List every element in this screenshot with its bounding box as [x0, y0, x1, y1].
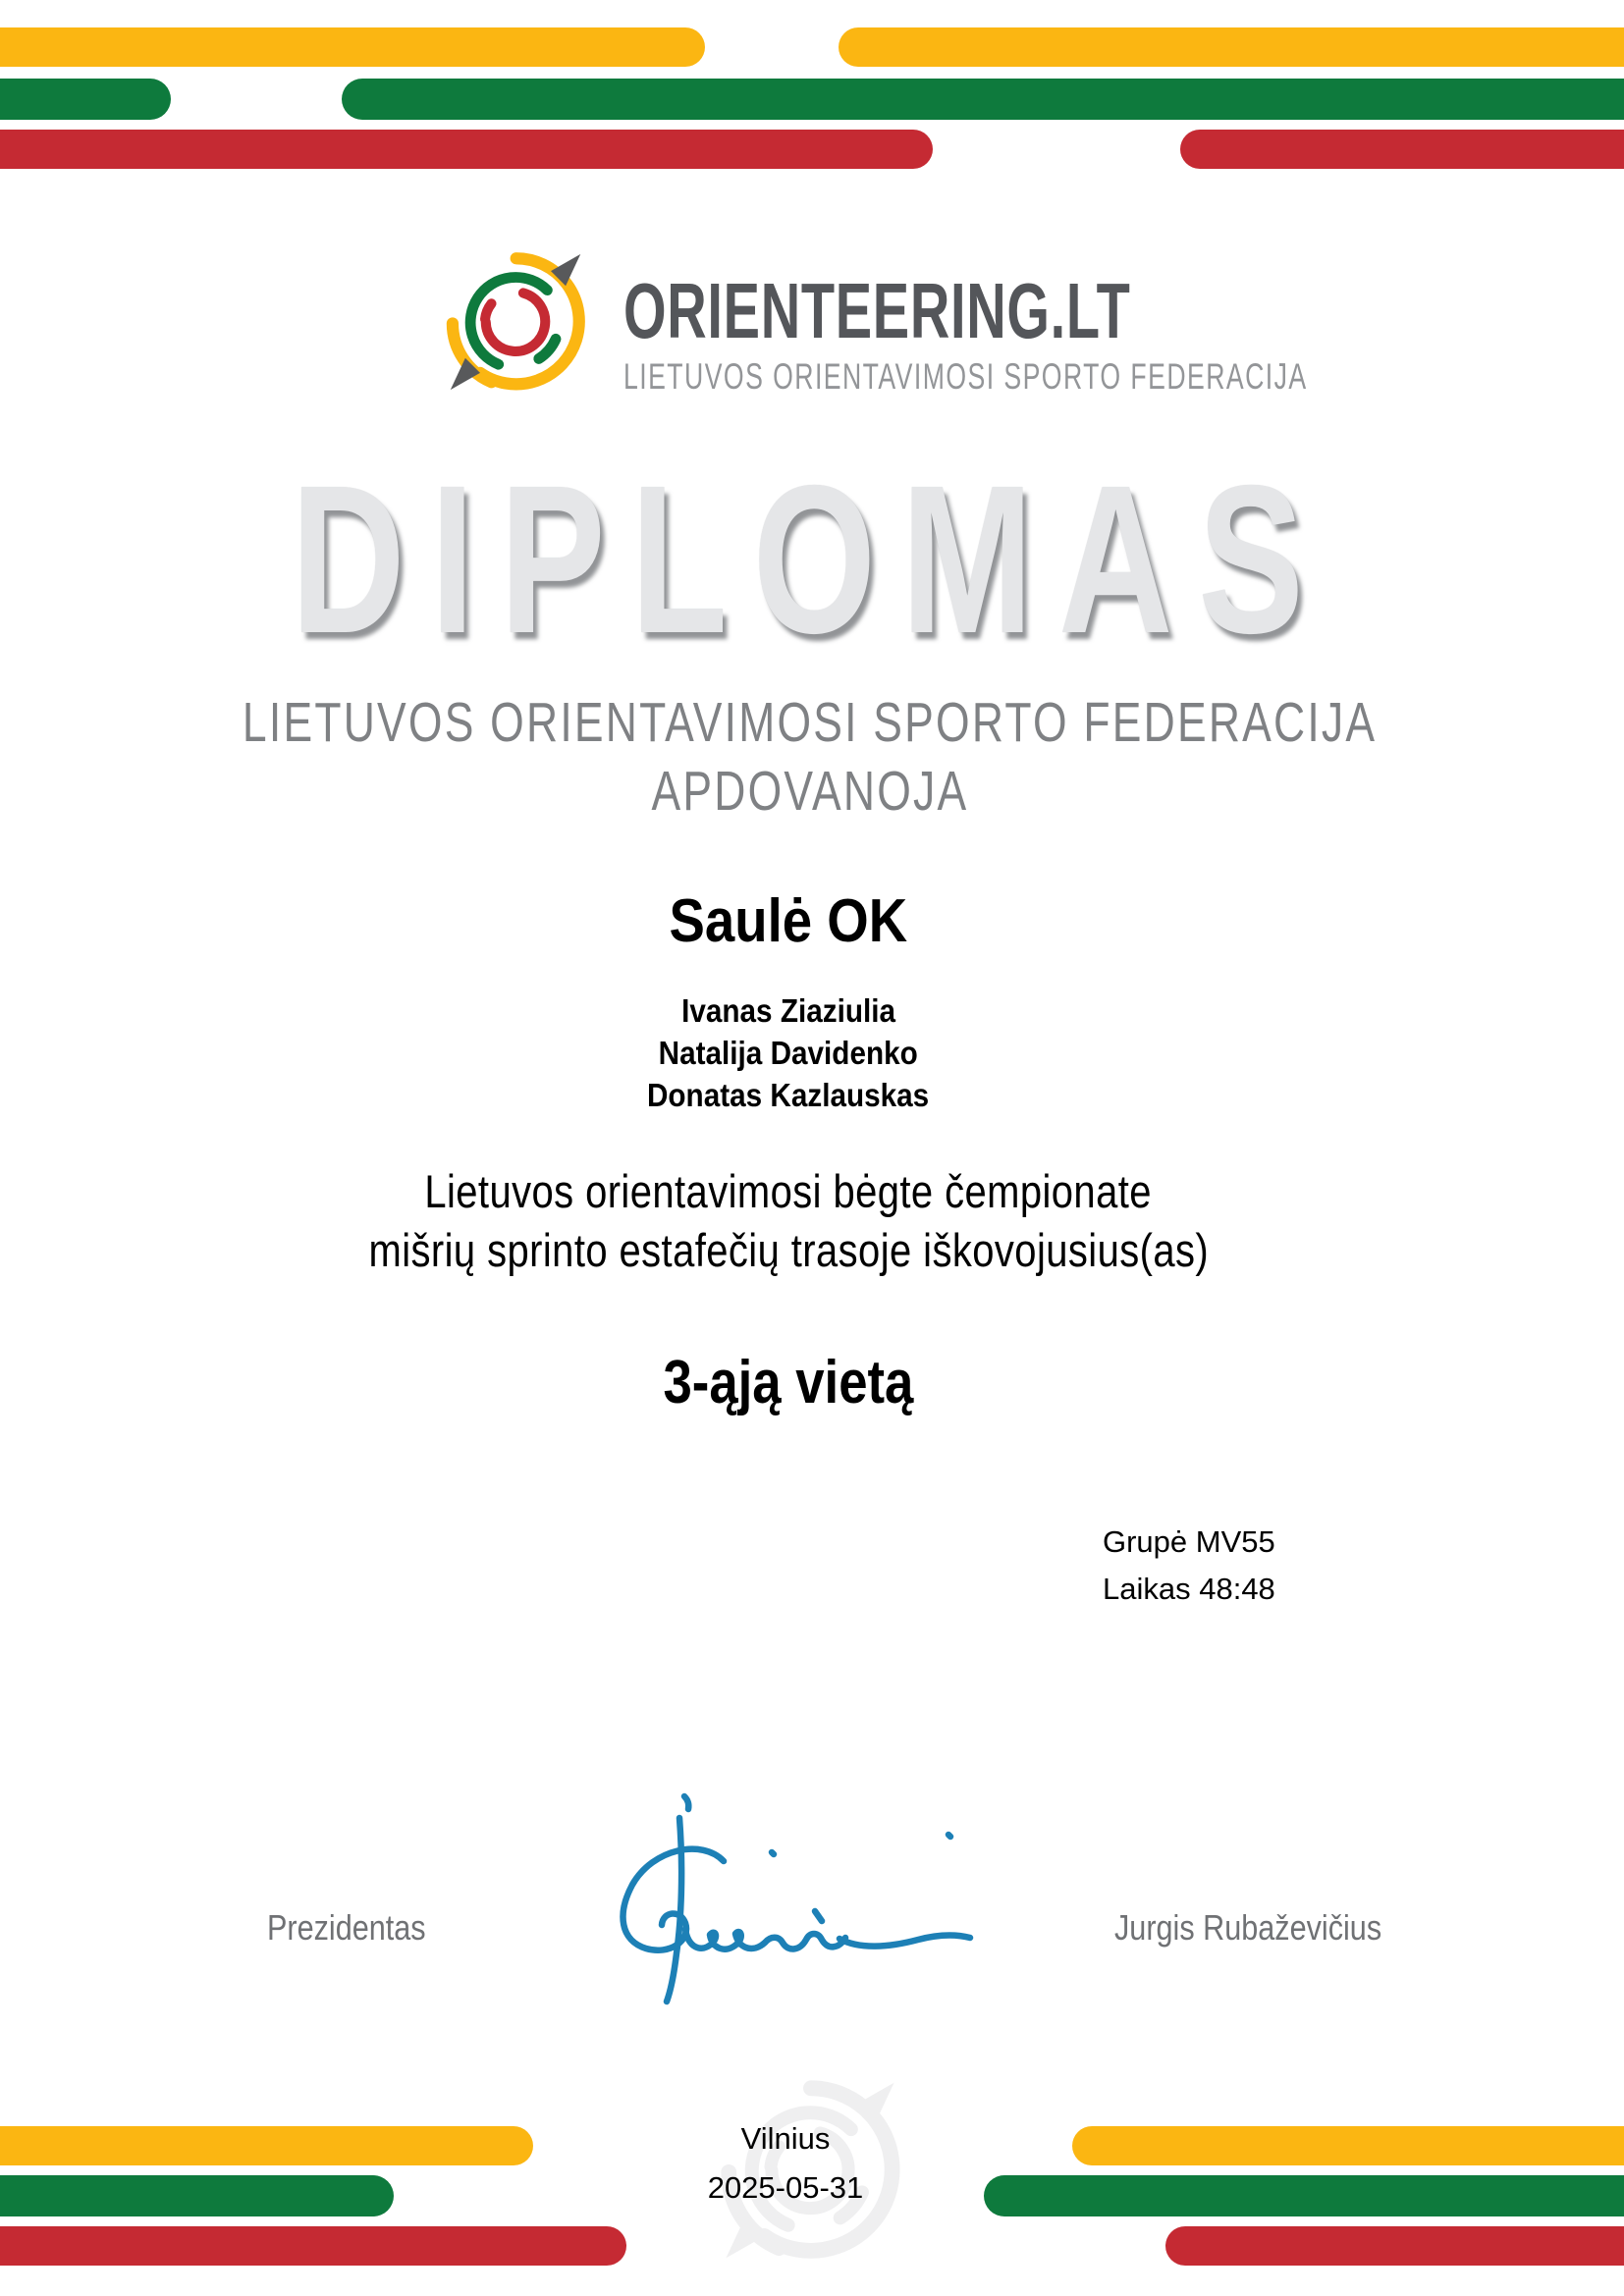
event-description-line2: mišrių sprinto estafečių trasoje iškovojusius(as): [368, 1224, 1209, 1276]
team-members: [0, 989, 1577, 1116]
president-signature: [609, 1791, 982, 2007]
signature-name-label: Jurgis Rubaževičius: [1114, 1907, 1382, 1948]
orienteering-logo-icon: [445, 251, 586, 393]
detail-group: Grupė MV55: [1103, 1524, 1275, 1559]
logo-subtitle: LIETUVOS ORIENTAVIMOSI SPORTO FEDERACIJA: [623, 356, 1308, 397]
footer-city: Vilnius: [740, 2121, 831, 2156]
signature-role-label: Prezidentas: [267, 1907, 426, 1948]
diploma-heading-text: DIPLOMAS: [291, 441, 1329, 677]
compass-needle-ne: [551, 254, 580, 286]
team-member: Donatas Kazlauskas: [647, 1077, 930, 1113]
footer-date: 2025-05-31: [707, 2170, 864, 2205]
heading-subtitle-line2: APDOVANOJA: [651, 760, 969, 823]
logo-title: ORIENTEERING.LT: [623, 267, 1131, 354]
team-member: Ivanas Ziaziulia: [681, 992, 895, 1029]
heading-subtitle-line1: LIETUVOS ORIENTAVIMOSI SPORTO FEDERACIJA: [243, 691, 1378, 754]
event-description-line1: Lietuvos orientavimosi bėgte čempionate: [424, 1165, 1153, 1217]
compass-needle-sw: [451, 358, 480, 390]
diploma-heading: [0, 441, 1620, 677]
team-name: Saulė OK: [669, 887, 908, 955]
detail-time: Laikas 48:48: [1103, 1572, 1275, 1606]
team-member: Natalija Davidenko: [658, 1035, 919, 1071]
award-place: 3-ąją vietą: [663, 1349, 914, 1416]
